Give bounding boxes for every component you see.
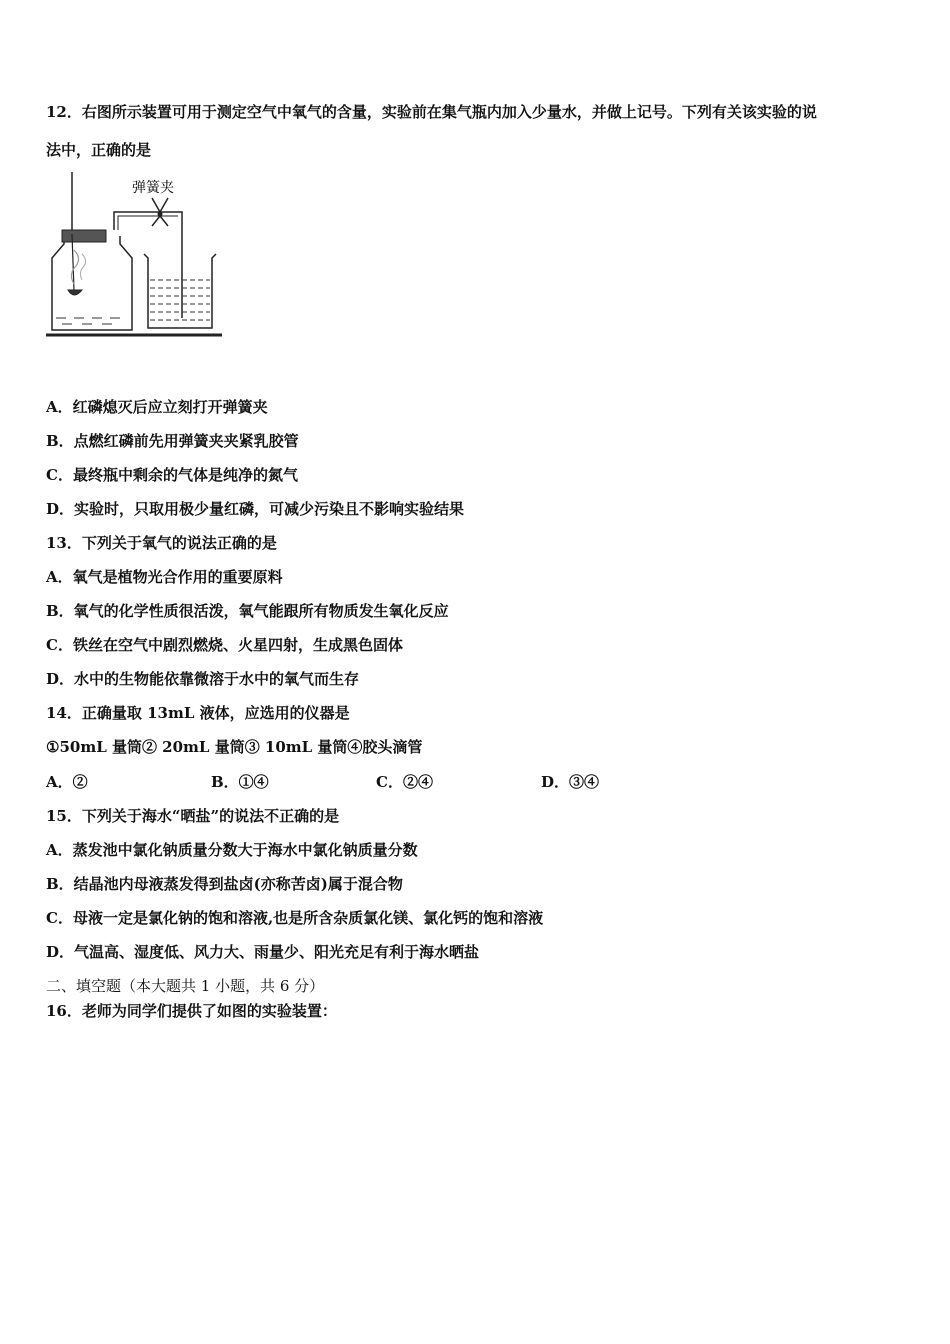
gas-collecting-bottle <box>52 236 132 330</box>
q13-option-d: D．水中的生物能依靠微溶于水中的氧气而生存 <box>46 670 360 688</box>
q14-items: ①50mL 量筒② 20mL 量筒③ 10mL 量筒④胶头滴管 <box>46 738 423 756</box>
q13-option-b: B．氧气的化学性质很活泼，氧气能跟所有物质发生氧化反应 <box>46 602 449 620</box>
q15-option-d: D．气温高、湿度低、风力大、雨量少、阳光充足有利于海水晒盐 <box>46 943 480 961</box>
q14-option-d: D．③④ <box>541 773 600 791</box>
q12-stem-line1: 12．右图所示装置可用于测定空气中氧气的含量，实验前在集气瓶内加入少量水，并做上记号。下列有关该实验的说 <box>46 103 817 121</box>
combustion-spoon <box>68 290 82 295</box>
q14-option-c: C．②④ <box>376 773 433 791</box>
q13-stem: 13．下列关于氧气的说法正确的是 <box>46 534 277 552</box>
q12-stem-line2: 法中，正确的是 <box>46 141 152 159</box>
q13-option-a: A．氧气是植物光合作用的重要原料 <box>46 568 283 586</box>
section-heading: 二、填空题（本大题共 1 小题，共 6 分） <box>46 977 325 995</box>
q15-option-a: A．蒸发池中氯化钠质量分数大于海水中氯化钠质量分数 <box>46 841 418 859</box>
q14-option-b: B．①④ <box>211 773 269 791</box>
q12-option-d: D．实验时，只取用极少量红磷，可减少污染且不影响实验结果 <box>46 500 465 518</box>
spring-clip-icon <box>152 198 168 212</box>
q16-stem: 16．老师为同学们提供了如图的实验装置： <box>46 1002 337 1020</box>
q12-option-b: B．点燃红磷前先用弹簧夹夹紧乳胶管 <box>46 432 299 450</box>
q15-option-c: C．母液一定是氯化钠的饱和溶液,也是所含杂质氯化镁、氯化钙的饱和溶液 <box>46 909 544 927</box>
q15-option-b: B．结晶池内母液蒸发得到盐卤(亦称苦卤)属于混合物 <box>46 875 403 893</box>
experiment-apparatus-figure <box>44 168 226 342</box>
beaker-water <box>150 280 210 320</box>
rubber-stopper <box>62 230 106 242</box>
q12-option-c: C．最终瓶中剩余的气体是纯净的氮气 <box>46 466 298 484</box>
q13-option-c: C．铁丝在空气中剧烈燃烧、火星四射，生成黑色固体 <box>46 636 403 654</box>
q14-stem: 14．正确量取 13mL 液体，应选用的仪器是 <box>46 704 350 722</box>
smoke-icon-2 <box>80 254 85 280</box>
q14-option-a: A．② <box>46 773 88 791</box>
q15-stem: 15．下列关于海水“晒盐”的说法不正确的是 <box>46 807 340 825</box>
spring-clip-label: 弹簧夹 <box>132 180 174 196</box>
beaker <box>144 254 216 328</box>
q12-option-a: A．红磷熄灭后应立刻打开弹簧夹 <box>46 398 268 416</box>
